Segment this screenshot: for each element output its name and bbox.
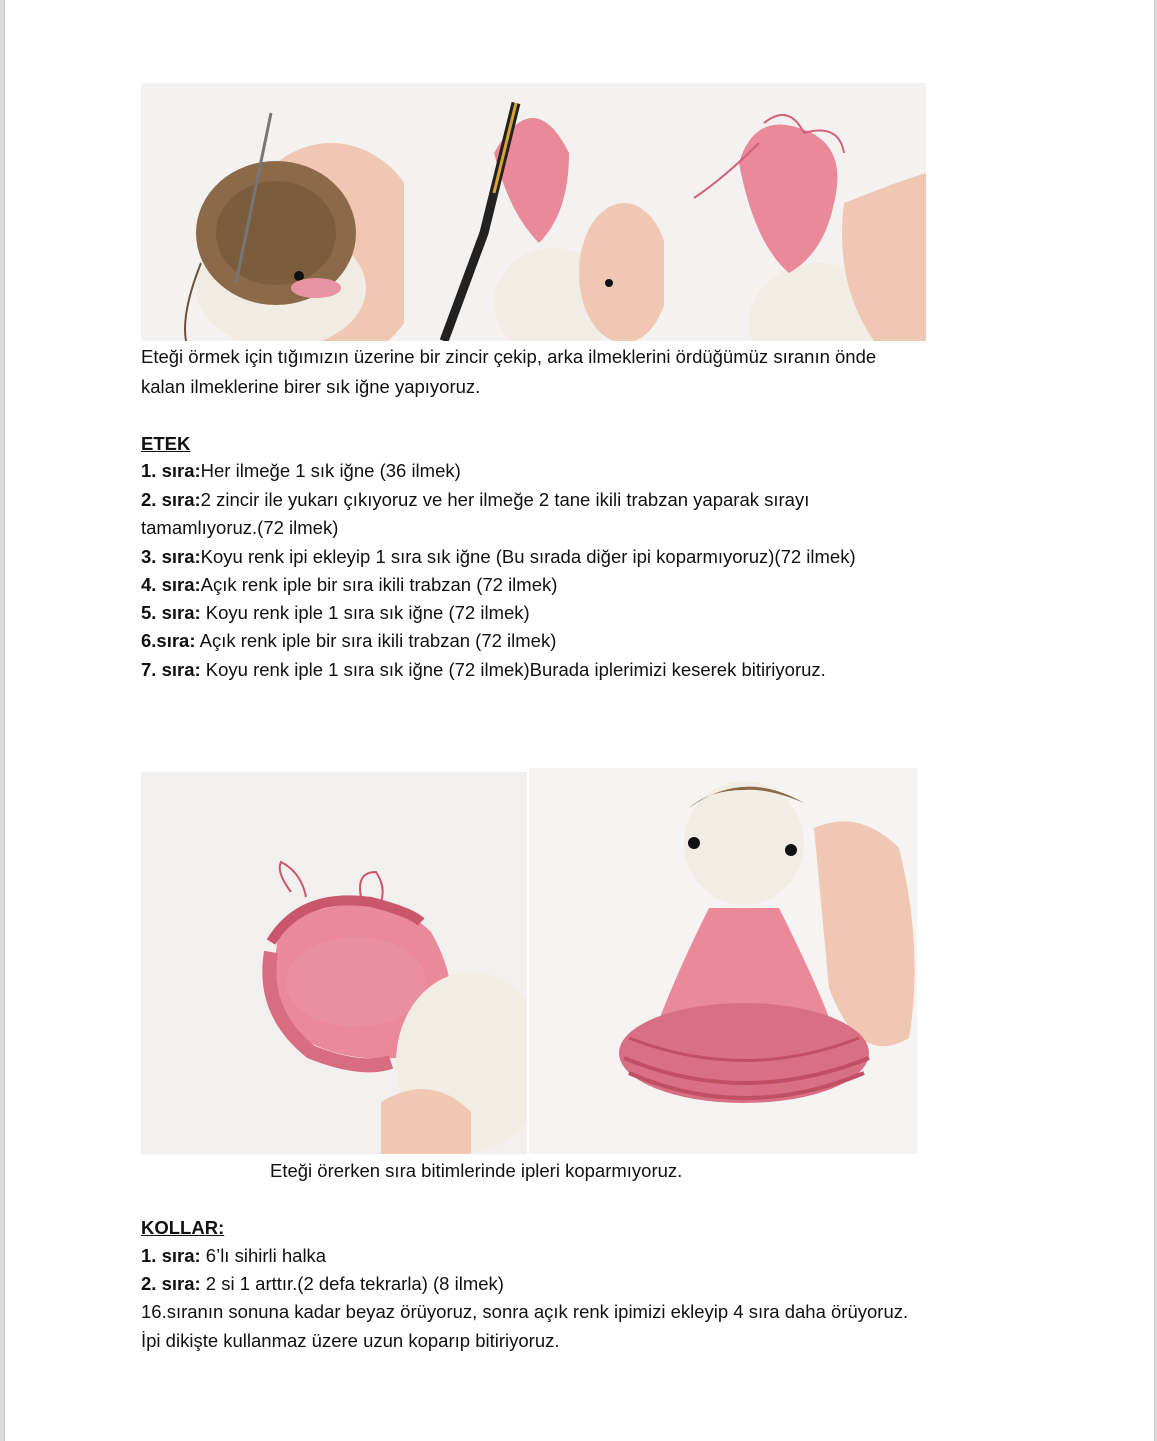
kollar-note-1: [141, 1298, 908, 1327]
photo-finished-doll: [529, 768, 917, 1154]
etek-row-2: [141, 486, 809, 515]
row-label: 4. sıra:: [141, 574, 201, 595]
row-text: İpi dikişte kullanmaz üzere uzun koparıp bitiriyoruz.: [141, 1330, 560, 1351]
row-text: Her ilmeğe 1 sık iğne (36 ilmek): [200, 460, 461, 481]
row-text: 2 si 1 arttır.(2 defa tekrarla) (8 ilmek): [200, 1273, 504, 1294]
photo-pink-body-hook: [404, 83, 664, 341]
photo-pink-body-finished: [664, 83, 926, 341]
etek-row-5: [141, 599, 530, 628]
row-text: 2 zincir ile yukarı çıkıyoruz ve her ilmeğe 2 tane ikili trabzan yaparak sırayı: [200, 489, 810, 510]
row-label: 6.sıra:: [141, 630, 196, 651]
etek-heading: ETEK: [141, 433, 191, 454]
kollar-heading: KOLLAR:: [141, 1217, 225, 1238]
row-label: 5. sıra:: [141, 602, 201, 623]
row-label: 1. sıra:: [141, 460, 201, 481]
etek-row-6: [141, 627, 556, 656]
row-text: Koyu renk iple 1 sıra sık iğne (72 ilmek): [200, 602, 530, 623]
document-page: [4, 0, 1155, 1441]
row-text: 16.sıranın sonuna kadar beyaz örüyoruz, sonra açık renk ipimizi ekleyip 4 sıra daha örüyoruz.: [141, 1301, 909, 1322]
intro-text-line-1: Eteği örmek için tığımızın üzerine bir zincir çekip, arka ilmeklerini ördüğümüz sıranın önde: [141, 346, 877, 367]
row-text: Koyu renk ipi ekleyip 1 sıra sık iğne (Bu sırada diğer ipi koparmıyoruz)(72 ilmek): [200, 546, 856, 567]
row-text: 6’lı sihirli halka: [200, 1245, 327, 1266]
row-text: Koyu renk iple 1 sıra sık iğne (72 ilmek)Burada iplerimizi keserek bitiriyoruz.: [200, 659, 826, 680]
etek-row-1: [141, 457, 461, 486]
intro-text-line-2: kalan ilmeklerine birer sık iğne yapıyoruz.: [141, 376, 481, 397]
photo-hair-sewing: [141, 83, 404, 341]
etek-row-3: [141, 543, 856, 572]
row-label: 1. sıra:: [141, 1245, 201, 1266]
photo-caption: Eteği örerken sıra bitimlerinde ipleri koparmıyoruz.: [270, 1160, 683, 1181]
etek-row-2-cont: [141, 514, 338, 543]
etek-row-7: [141, 656, 826, 685]
kollar-row-1: [141, 1242, 326, 1271]
row-text: Açık renk iple bir sıra ikili trabzan (72 ilmek): [200, 574, 558, 595]
etek-row-4: [141, 571, 557, 600]
row-text: Açık renk iple bir sıra ikili trabzan (72 ilmek): [195, 630, 557, 651]
kollar-note-2: [141, 1327, 560, 1356]
photo-skirt-in-progress: [141, 772, 527, 1154]
kollar-row-2: [141, 1270, 504, 1299]
row-label: 2. sıra:: [141, 489, 201, 510]
row-label: 2. sıra:: [141, 1273, 201, 1294]
row-label: 3. sıra:: [141, 546, 201, 567]
row-label: 7. sıra:: [141, 659, 201, 680]
row-text: tamamlıyoruz.(72 ilmek): [141, 517, 339, 538]
